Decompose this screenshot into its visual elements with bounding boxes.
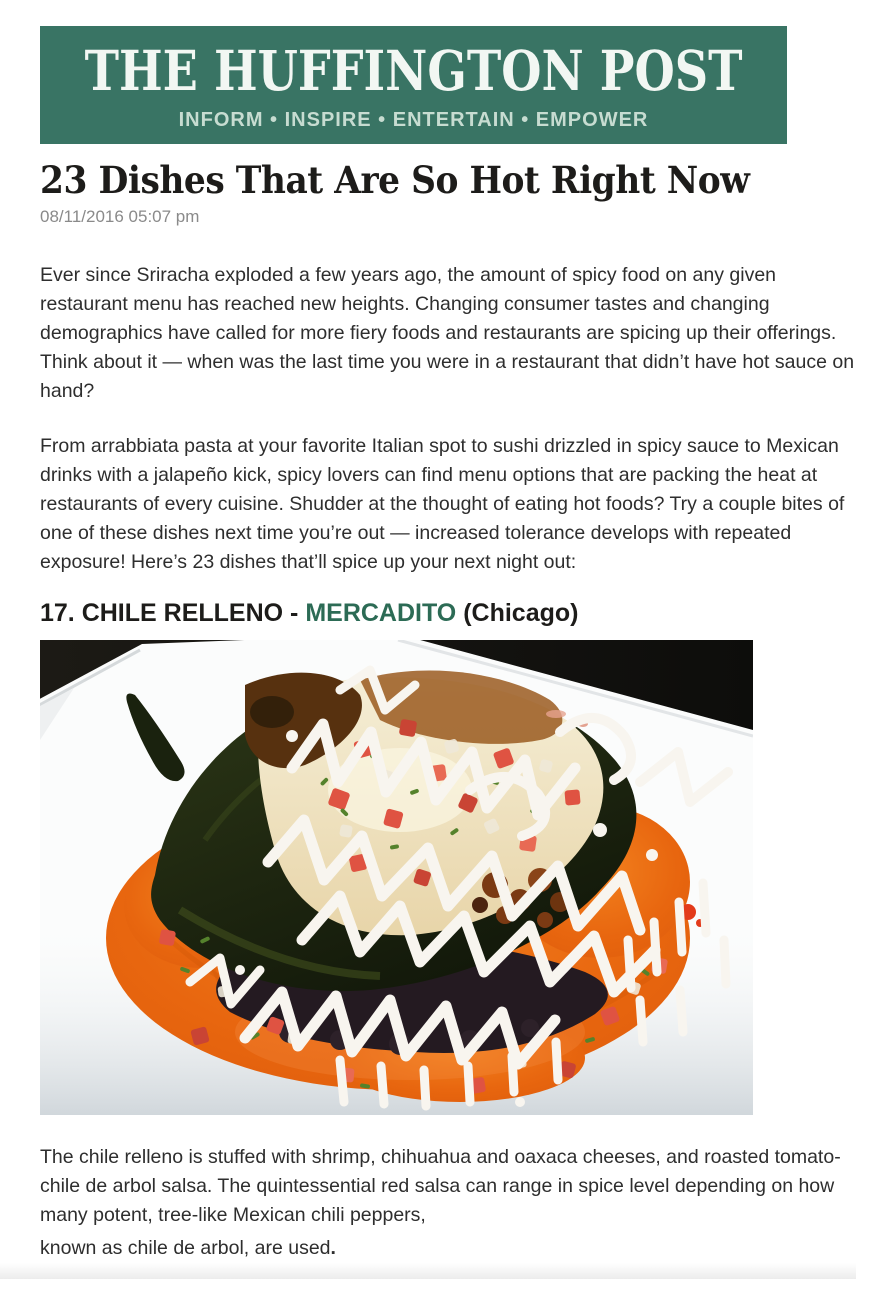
city-label: (Chicago): [456, 598, 579, 627]
dish-photo: [40, 640, 753, 1115]
masthead-banner[interactable]: [40, 26, 787, 144]
bottom-fade-gradient: [0, 1263, 856, 1279]
article-closing-line: known as chile de arbol, are used.: [40, 1236, 336, 1259]
masthead-tagline: INFORM • INSPIRE • ENTERTAIN • EMPOWER: [178, 108, 649, 131]
masthead-logo: THE HUFFINGTON POST: [84, 37, 743, 103]
article-headline: 23 Dishes That Are So Hot Right Now: [40, 158, 750, 202]
section-heading: [40, 599, 860, 628]
dish-number-label: 17. CHILE RELLENO -: [40, 598, 306, 627]
article-paragraph: The chile relleno is stuffed with shrimp, chihuahua and oaxaca cheeses, and roasted tomato-chile de arbol salsa. The quintessential red salsa can range in spice level depending on how many potent, tree-like Mexican chili peppers,: [40, 1145, 841, 1226]
article-paragraph: From arrabbiata pasta at your favorite Italian spot to sushi drizzled in spicy sauce to Mexican drinks with a jalapeño kick, spicy lovers can find menu options that are packing the heat at restaurants of every cuisine. Shudder at the thought of eating hot foods? Try a couple bites of one of these dishes next time you’re out — increased tolerance develops with repeated exposure! Here’s 23 dishes that’ll spice up your next night out:: [40, 434, 845, 573]
article-paragraph: Ever since Sriracha exploded a few years ago, the amount of spicy food on any given restaurant menu has reached new heights. Changing consumer tastes and changing demographics have called for more fiery foods and restaurants are spicing up their offerings. Think about it — when was the last time you were in a restaurant that didn’t have hot sauce on hand?: [40, 263, 855, 402]
dish-photo-graphic: [40, 640, 753, 1115]
article-date: 08/11/2016 05:07 pm: [40, 206, 200, 226]
restaurant-link[interactable]: MERCADITO: [305, 598, 457, 627]
closing-period: .: [330, 1236, 336, 1259]
